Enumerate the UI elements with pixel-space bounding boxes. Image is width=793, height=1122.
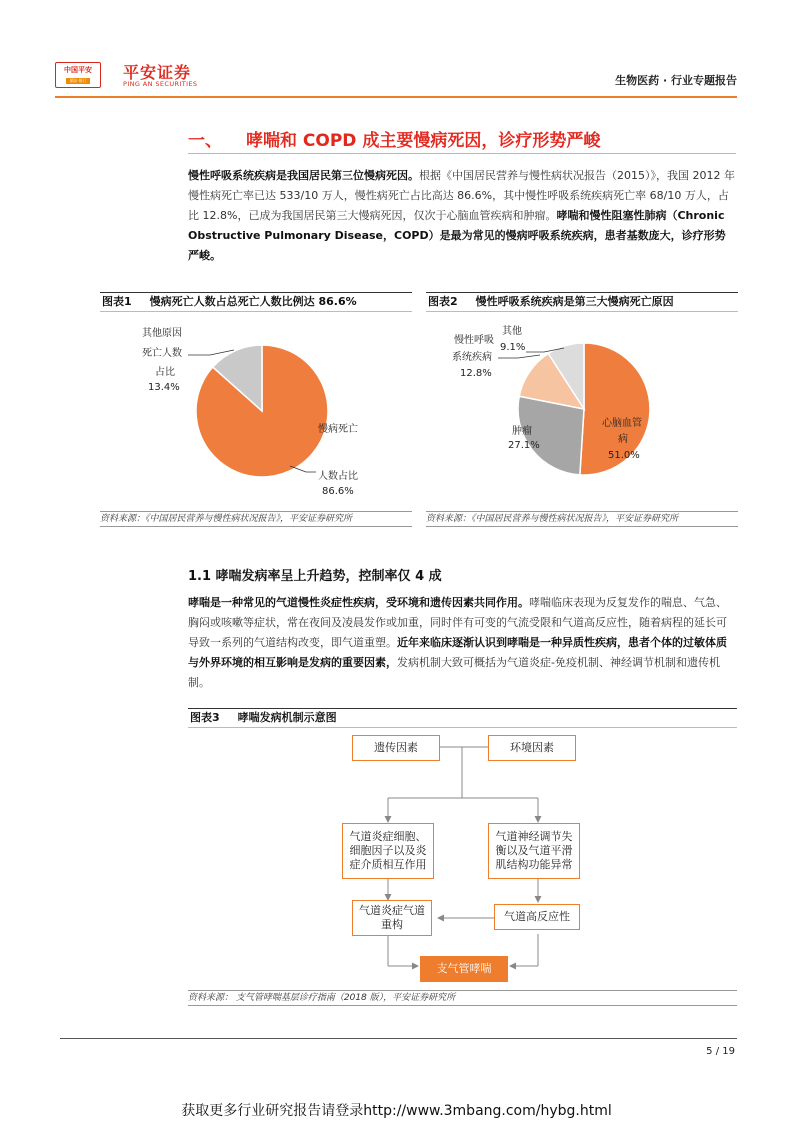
figure-3-header — [188, 708, 737, 728]
flow-environment-factors: 环境因素 — [488, 735, 576, 761]
section-number: 一、 — [188, 131, 222, 151]
flow-genetic-factors: 遗传因素 — [352, 735, 440, 761]
fig1-chronic-label-3: 86.6% — [322, 486, 354, 497]
figure-2-label: 图表2 — [428, 295, 458, 308]
logo-text: 中国平安 — [64, 66, 92, 74]
footer-divider — [60, 1038, 737, 1039]
fig2-other-label-1: 其他 — [502, 326, 522, 337]
fig2-cardio-label-2: 病 — [618, 434, 628, 445]
intro-text-1: 根据《中国居民营养与慢性病状况报告（2015）》，我国 2012 年慢性病死亡率已达 533/10 万人，慢性病死亡占比高达 86.6%，其中慢性呼吸系统疾病死亡率 68/10 万人，占比 12.8%，已成为我国居民第三大慢病死因，仅次于心脑血管疾病和肿瘤。 — [188, 169, 735, 222]
page-number: 5 / 19 — [706, 1046, 735, 1057]
figure-1-header — [100, 292, 412, 312]
asthma-text-1: 哮喘临床表现为反复发作的喘息、气急、胸闷或咳嗽等症状，常在夜间及凌晨发作或加重，同时伴有可变的气流受限和气道高反应性，随着病程的延长可导致一系列的气道结构改变，即气道重塑。 — [188, 596, 727, 649]
header-divider — [55, 96, 737, 98]
pingan-logo — [55, 62, 101, 88]
flow-bronchial-asthma: 支气管哮喘 — [420, 956, 508, 982]
flow-inflammatory-cells: 气道炎症细胞、细胞因子以及炎症介质相互作用 — [342, 823, 434, 879]
report-type: 生物医药 · 行业专题报告 — [615, 74, 737, 87]
figure-3-title: 哮喘发病机制示意图 — [237, 711, 337, 724]
figure-1-source: 资料来源：《中国居民营养与慢性病状况报告》，平安证券研究所 — [100, 511, 412, 527]
section-title-underline — [188, 153, 736, 154]
flow-connectors — [188, 730, 737, 988]
figure-2-chart — [426, 314, 738, 510]
fig2-tumor-label-1: 肿瘤 — [512, 426, 532, 437]
logo-subtext: 保险·银行 — [66, 78, 90, 84]
figure-1-chart — [100, 314, 412, 510]
fig2-resp-leader — [498, 355, 540, 358]
figure-1-label: 图表1 — [102, 295, 132, 308]
asthma-bold-1: 哮喘是一种常见的气道慢性炎症性疾病，受环境和遗传因素共同作用。 — [188, 596, 529, 609]
flow-airway-hyperresponsiveness: 气道高反应性 — [494, 904, 580, 930]
figure-3-source: 资料来源： 支气管哮喘基层诊疗指南（2018 版），平安证券研究所 — [188, 990, 737, 1006]
promo-link-text: 获取更多行业研究报告请登录http://www.3mbang.com/hybg.html — [181, 1103, 612, 1119]
figure-2-source: 资料来源：《中国居民营养与慢性病状况报告》，平安证券研究所 — [426, 511, 738, 527]
fig2-other-label-2: 9.1% — [500, 342, 526, 353]
fig2-tumor-label-2: 27.1% — [508, 440, 540, 451]
fig2-resp-label-3: 12.8% — [460, 368, 492, 379]
brand-name: 平安证券 — [123, 63, 192, 82]
figure-1-title: 慢病死亡人数占总死亡人数比例达 86.6% — [149, 295, 357, 308]
intro-bold-1: 慢性呼吸系统疾病是我国居民第三位慢病死因。 — [188, 169, 419, 182]
fig1-other-label-3: 占比 — [155, 367, 175, 378]
brand-name-en: PING AN SECURITIES — [123, 80, 198, 88]
figure-3-label: 图表3 — [190, 711, 220, 724]
section-title — [188, 126, 600, 151]
fig1-other-label-4: 13.4% — [148, 382, 180, 393]
flow-neural-regulation: 气道神经调节失衡以及气道平滑肌结构功能异常 — [488, 823, 580, 879]
fig1-other-label-2: 死亡人数 — [142, 348, 182, 359]
fig2-cardio-label-3: 51.0% — [608, 450, 640, 461]
flow-airway-remodeling: 气道炎症气道重构 — [352, 900, 432, 936]
fig1-chronic-label-2: 人数占比 — [318, 471, 358, 482]
fig1-chronic-label-1: 慢病死亡 — [318, 424, 358, 435]
intro-paragraph — [188, 166, 736, 266]
fig2-resp-label-1: 慢性呼吸 — [454, 335, 494, 346]
fig1-other-label-1: 其他原因 — [142, 328, 182, 339]
asthma-bold-2: 近年来临床逐渐认识到哮喘是一种异质性疾病，患者个体的过敏体质与外界环境的相互影响是发病的重要因素， — [188, 636, 727, 669]
asthma-text-2: 发病机制大致可概括为气道炎症-免疫机制、神经调节机制和遗传机制。 — [188, 656, 720, 689]
intro-bold-2: 哮喘和慢性阻塞性肺病（Chronic Obstructive Pulmonary Disease，COPD）是最为常见的慢病呼吸系统疾病，患者基数庞大，诊疗形势严峻。 — [188, 209, 726, 262]
fig2-cardio-label-1: 心脑血管 — [602, 418, 642, 429]
page-header — [55, 58, 737, 96]
fig2-resp-label-2: 系统疾病 — [452, 352, 492, 363]
subsection-title: 1.1 哮喘发病率呈上升趋势，控制率仅 4 成 — [188, 569, 442, 584]
section-title-text: 哮喘和 COPD 成主要慢病死因，诊疗形势严峻 — [246, 131, 601, 151]
figure-2-header — [426, 292, 738, 312]
asthma-paragraph — [188, 593, 736, 693]
figure-2-title: 慢性呼吸系统疾病是第三大慢病死亡原因 — [475, 295, 674, 308]
